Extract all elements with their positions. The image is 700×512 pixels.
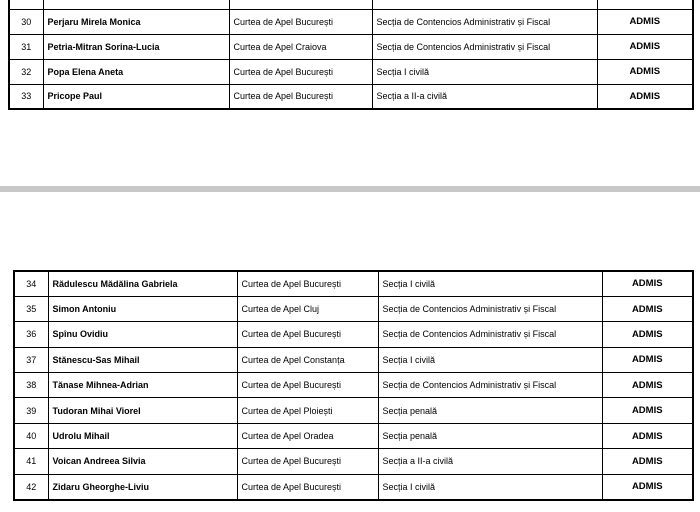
section-name: Secția de Contencios Administrativ și Fiscal — [372, 34, 597, 59]
row-number: 40 — [14, 423, 48, 448]
row-number: 36 — [14, 322, 48, 347]
status-badge: ADMIS — [602, 347, 693, 372]
candidate-name: Stănescu-Sas Mihail — [48, 347, 237, 372]
table-row — [14, 296, 693, 321]
candidate-name: Simon Antoniu — [48, 296, 237, 321]
section-name: Secția de Contencios Administrativ și Fiscal — [372, 9, 597, 34]
table-row — [14, 271, 693, 296]
candidate-name: Rădulescu Mădălina Gabriela — [48, 271, 237, 296]
table-row — [14, 322, 693, 347]
status-badge: ADMIS — [597, 9, 693, 34]
court-name: Curtea de Apel București — [229, 84, 372, 109]
table-row — [14, 449, 693, 474]
section-name: Secția a II-a civilă — [378, 449, 602, 474]
document-page-top — [0, 0, 700, 186]
court-name: Curtea de Apel București — [229, 59, 372, 84]
table-row — [14, 398, 693, 423]
court-name: Curtea de Apel București — [237, 373, 378, 398]
row-number: 41 — [14, 449, 48, 474]
row-number: 39 — [14, 398, 48, 423]
row-number: 37 — [14, 347, 48, 372]
court-name: Curtea de Apel Constanța — [237, 347, 378, 372]
table-row — [14, 373, 693, 398]
status-badge: ADMIS — [602, 398, 693, 423]
candidate-name: Perjaru Mirela Monica — [43, 9, 229, 34]
row-number: 38 — [14, 373, 48, 398]
candidate-name: Popa Elena Aneta — [43, 59, 229, 84]
candidate-name: Spînu Ovidiu — [48, 322, 237, 347]
table-row — [9, 84, 693, 109]
candidate-name: Petria-Mitran Sorina-Lucia — [43, 34, 229, 59]
status-badge: ADMIS — [602, 449, 693, 474]
section-name: Secția a II-a civilă — [372, 84, 597, 109]
section-name: Secția penală — [378, 398, 602, 423]
table-row — [9, 34, 693, 59]
row-number: 35 — [14, 296, 48, 321]
court-name: Curtea de Apel Cluj — [237, 296, 378, 321]
row-number: 30 — [9, 9, 43, 34]
section-name: Secția de Contencios Administrativ și Fiscal — [378, 373, 602, 398]
status-badge: ADMIS — [597, 84, 693, 109]
court-name: Curtea de Apel București — [237, 322, 378, 347]
status-badge: ADMIS — [597, 34, 693, 59]
status-badge: ADMIS — [602, 271, 693, 296]
status-badge: ADMIS — [602, 296, 693, 321]
table-row — [14, 347, 693, 372]
court-name: Curtea de Apel Oradea — [237, 423, 378, 448]
candidate-name: Tănase Mihnea-Adrian — [48, 373, 237, 398]
row-number: 33 — [9, 84, 43, 109]
status-badge: ADMIS — [602, 373, 693, 398]
court-name: Curtea de Apel București — [237, 474, 378, 499]
status-badge: ADMIS — [602, 474, 693, 499]
table-row-partial — [9, 0, 693, 9]
section-name: Secția penală — [378, 423, 602, 448]
candidate-name: Pricope Paul — [43, 84, 229, 109]
candidate-name: Voican Andreea Silvia — [48, 449, 237, 474]
status-badge: ADMIS — [602, 423, 693, 448]
table-row — [14, 423, 693, 448]
section-name: Secția de Contencios Administrativ și Fiscal — [378, 296, 602, 321]
court-name: Curtea de Apel București — [229, 9, 372, 34]
section-name: Secția I civilă — [378, 474, 602, 499]
table-row — [9, 59, 693, 84]
row-number: 42 — [14, 474, 48, 499]
court-name: Curtea de Apel Craiova — [229, 34, 372, 59]
row-number: 31 — [9, 34, 43, 59]
document-page-bottom — [0, 192, 700, 512]
candidate-name: Tudoran Mihai Viorel — [48, 398, 237, 423]
section-name: Secția de Contencios Administrativ și Fiscal — [378, 322, 602, 347]
candidate-name: Udrolu Mihail — [48, 423, 237, 448]
section-name: Secția I civilă — [378, 347, 602, 372]
results-table-bottom — [13, 270, 694, 501]
row-number: 34 — [14, 271, 48, 296]
row-number: 32 — [9, 59, 43, 84]
court-name: Curtea de Apel București — [237, 271, 378, 296]
status-badge: ADMIS — [602, 322, 693, 347]
status-badge: ADMIS — [597, 59, 693, 84]
table-row — [14, 474, 693, 499]
results-table-top — [8, 0, 694, 110]
candidate-name: Zidaru Gheorghe-Liviu — [48, 474, 237, 499]
court-name: Curtea de Apel București — [237, 449, 378, 474]
court-name: Curtea de Apel Ploiești — [237, 398, 378, 423]
section-name: Secția I civilă — [378, 271, 602, 296]
table-row — [9, 9, 693, 34]
section-name: Secția I civilă — [372, 59, 597, 84]
